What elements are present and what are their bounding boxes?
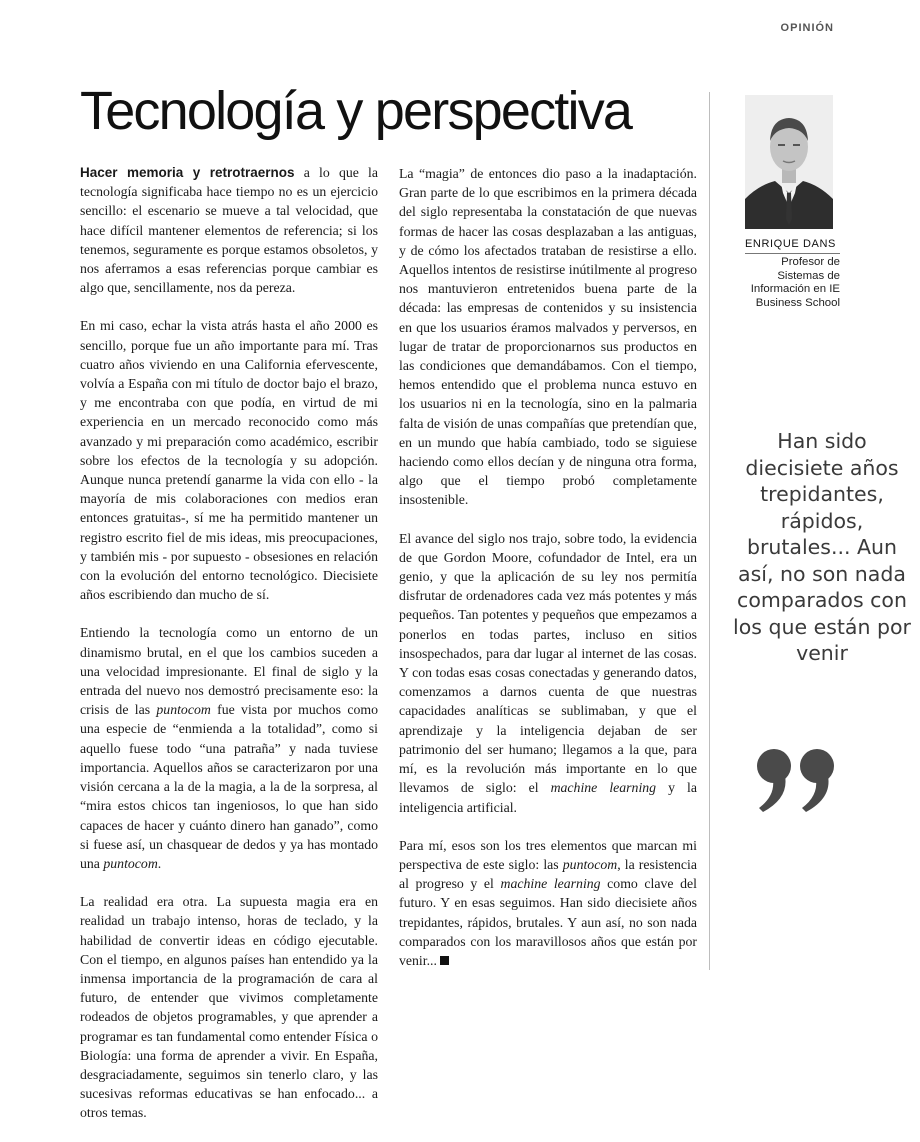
paragraph-4: La realidad era otra. La supuesta magia era en realidad un trabajo intenso, horas de teclado, y la habilidad de convertir ideas en código ejecutable. Con el tiempo, en algunos países han entendido ya la inmensa importancia de la programación de cara al futuro, de entender que vivimos completamente rodeados de objetos programables, y que aprender a programar es tan fundamental como entender Física o Biología: una forma de aprender a vivir. En España, desgraciadamente, seguimos sin tenerlo claro, y las sucesivas reformas educativas se han enfocado... a otros temas.: [80, 894, 378, 1121]
paragraph-3-text-a: Entiendo la tecnología como un entorno de un dinamismo brutal, en el que los cambios suceden a una velocidad impresionante. El final de siglo y la entrada del nuevo nos demostró precisamente eso: la crisis de las: [80, 625, 378, 718]
paragraph-7: [399, 836, 697, 970]
paragraph-7-text-c: como clave del futuro. Y en esas seguimos. Han sido diecisiete años trepidantes, rápidos, brutales. Y aun así, no son nada comparados con los maravillosos años que están por venir...: [399, 876, 697, 968]
paragraph-2: En mi caso, echar la vista atrás hasta el año 2000 es sencillo, porque fue un año importante para mí. Tras cuatro años viviendo en una California efervescente, volvía a España con mi título de doctor bajo el brazo, y me encontraba con que podía, en virtud de mi experiencia en un mercado reconocido como más avanzado y mi preparación como académico, escribir sobre los efectos de la tecnología y su adopción. Aunque nunca pretendí ganarme la vida con ello - la mayoría de mis colaboraciones con medios eran entonces gratuitas-, sí me ha permitido mantener un registro escrito fiel de mis ideas, mis preocupaciones, y también mis - por supuesto - obsesiones en relación con la evolución del entorno tecnológico. Diecisiete años escribiendo dan mucho de sí.: [80, 318, 378, 603]
author-name-underline: [745, 253, 840, 254]
end-of-article-mark: [440, 956, 449, 965]
paragraph-7-text-a: Para mí, esos son los tres elementos que marcan mi perspectiva de este siglo: las: [399, 837, 697, 872]
article-title: Tecnología y perspectiva: [80, 81, 632, 141]
pull-quote: Han sido diecisiete años trepidantes, rápidos, brutales... Aun así, no son nada comparados con los que están por venir: [733, 429, 911, 665]
closing-quote-icon: [755, 748, 839, 814]
author-name: ENRIQUE DANS: [745, 238, 836, 250]
paragraph-6-text-a: El avance del siglo nos trajo, sobre todo, la evidencia de que Gordon Moore, cofundador de Intel, era un genio, y que la aplicación de su ley nos permitía disfrutar de ordenadores cada vez más potentes y más pequeños. Tan potentes y pequeños que empezamos a ponerlos en todas partes, incluso en sitios insospechados, para dar lugar al internet de las cosas. Y con todas esas cosas conectadas y generando datos, comenzamos a darnos cuenta de que nuestras capacidades analíticas se sublimaban, y que el aprendizaje y la inteligencia dejaban de ser patrimonio del ser humano; llegamos a la que, para mí, es la revolución más importante en lo que llevamos de siglo: el: [399, 530, 697, 796]
author-photo: [745, 95, 833, 229]
column-divider: [709, 92, 710, 970]
article-column-1: [80, 163, 378, 1142]
author-role: Profesor de Sistemas de Información en IE Business School: [750, 256, 840, 309]
paragraph-1: [80, 163, 378, 297]
paragraph-1-text: a lo que la tecnología significaba hace tiempo no es un ejercicio sencillo: el escenario se mueve a tal velocidad, que hace difícil mantener elementos de referencia; si los tenemos, seguramente es porque estamos obsoletos, y nos aferramos a esas referencias porque cambiar es algo que, sencillamente, nos da pereza.: [80, 165, 379, 296]
lead-in: Hacer memoria y retrotraernos: [80, 165, 295, 180]
paragraph-3-text-b: fue vista por muchos como una especie de “enmienda a la totalidad”, como si aquello fuese todo “una patraña” y nada tuviese importancia. Aquellos años se caracterizaron por una visión cercana a la de la magia, a la de la sorpresa, al “mira estos chicos tan ingeniosos, lo que han sido capaces de hacer y cuánto dinero han ganado”, como si fuese así, un chasquear de dedos y ya has montado una: [80, 702, 378, 871]
paragraph-6: [399, 529, 697, 817]
paragraph-5: La “magia” de entonces dio paso a la inadaptación. Gran parte de lo que escribimos en la primera década del siglo representaba la constatación de que nuevas formas de hacer las cosas desplazaban a las antiguas, y de cómo los afectados trataban de resistirse a ello. Aquellos intentos de resistirse inútilmente al progreso nos mantuvieron entretenidos buena parte de la década: las empresas de contenidos y su insistencia en que los usuarios éramos malvados y perversos, en lugar de tratar de proporcionarnos sus productos en las condiciones que demandábamos. Con el tiempo, hemos entendido que el problema nunca estuvo en los usuarios ni en la tecnología, sino en la palmaria falta de visión de unas compañías que pretendían que, en un mundo que había cambiado, todo se siguiese haciendo como ellos decían y de ninguna otra forma, algo que el tiempo probó completamente insostenible.: [399, 166, 697, 508]
paragraph-3-text-c: .: [157, 855, 162, 871]
emphasis-machine-learning: machine learning: [550, 780, 657, 796]
article-column-2: [399, 164, 697, 989]
emphasis-machine-learning-2: machine learning: [500, 876, 601, 892]
paragraph-6-text-b: y la inteligencia artificial.: [399, 780, 697, 815]
paragraph-3: [80, 623, 378, 873]
paragraph-7-text-b: , la resistencia al progreso y el: [399, 856, 698, 892]
section-label: OPINIÓN: [780, 22, 834, 34]
emphasis-puntocom: puntocom: [156, 702, 211, 718]
emphasis-puntocom-2: puntocom: [103, 855, 158, 871]
emphasis-puntocom-3: puntocom: [562, 856, 618, 872]
